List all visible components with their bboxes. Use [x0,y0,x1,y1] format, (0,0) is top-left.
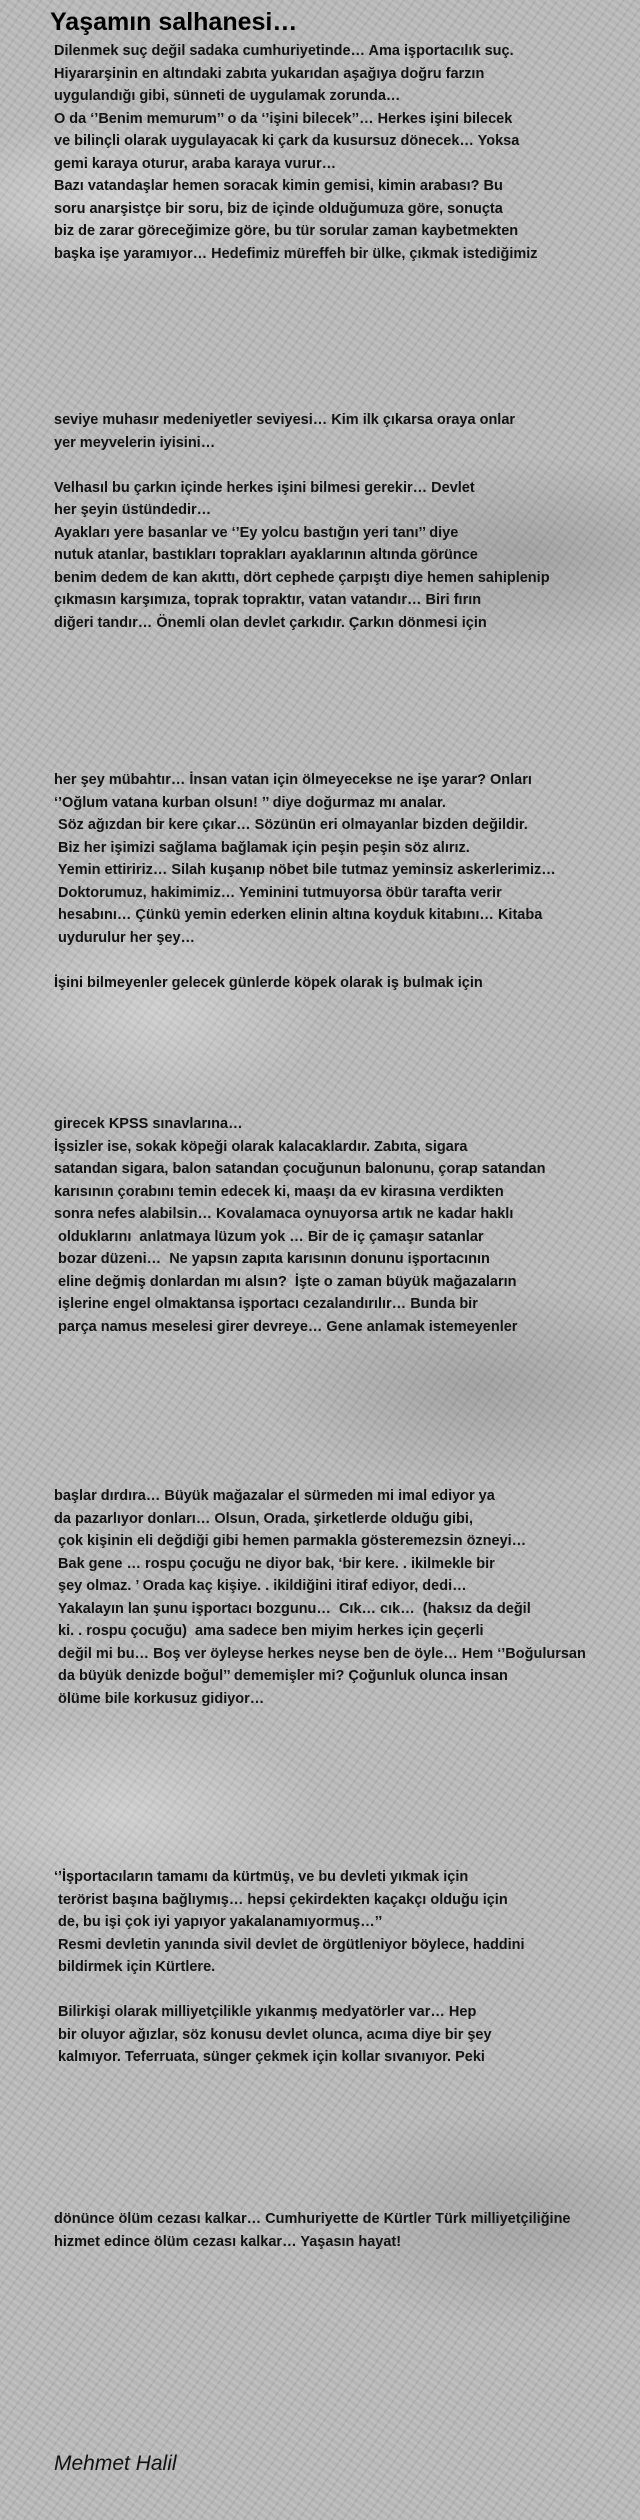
poem-line: çok kişinin eli değdiği gibi hemen parmakla gösteremezsin özneyi… [54,1533,527,1549]
poem-line: Doktorumuz, hakimimiz… Yeminini tutmuyorsa öbür tarafta verir [54,884,502,901]
poem-line [54,1979,640,2002]
poem-line: Bak gene … rospu çocuğu ne diyor bak, ‘bir kere. . ikilmekle bir [54,1555,495,1572]
poem-line: satandan sigara, balon satandan çocuğunun balonunu, çorap satandan [54,1161,546,1177]
poem-line: İşini bilmeyenler gelecek günlerde köpek olarak iş bulmak için [54,974,483,991]
poem-line: Velhasıl bu çarkın içinde herkes işini bilmesi gerekir… Devlet [54,479,475,496]
poem-line: Yakalayın lan şunu işportacı bozgunu… Cık… cık… (haksız da değil [54,1600,531,1617]
poem-line [54,949,640,972]
poem-line: da büyük denizde boğul’’ dememişler mi? Çoğunluk olunca insan [54,1668,508,1684]
poem-line: nutuk atanlar, bastıkları toprakları ayaklarının altında görünce [54,547,478,563]
poem-line: Biz her işimizi sağlama bağlamak için peşin peşin söz alırız. [54,839,470,856]
poem-title: Yaşamın salhanesi… [50,8,298,36]
poem-line: gemi karaya oturur, araba karaya vurur… [54,155,337,172]
poem-section-6 [54,1866,640,2069]
poem-line: Bilirkişi olarak milliyetçilikle yıkanmış medyatörler var… Hep [54,2004,477,2020]
poem-line: parça namus meselesi girer devreye… Gene anlamak istemeyenler [54,1318,518,1335]
poem-line: başlar dırdıra… Büyük mağazalar el sürmeden mi imal ediyor ya [54,1488,495,1504]
poem-line: değil mi bu… Boş ver öyleyse herkes neyse ben de öyle… Hem ‘’Boğulursan [54,1645,586,1662]
poem-section-7 [54,2208,640,2253]
poem-line: başka işe yaramıyor… Hedefimiz müreffeh bir ülke, çıkmak istediğimiz [54,245,538,262]
poem-line: yer meyvelerin iyisini… [54,434,216,451]
poem-line: ‘’İşportacıların tamamı da kürtmüş, ve bu devleti yıkmak için [54,1869,469,1885]
poem-line: terörist başına bağlıymış… hepsi çekirdekten kaçakçı olduğu için [54,1891,508,1908]
poem-line: Yemin ettiririz… Silah kuşanıp nöbet bile tutmaz yeminsiz askerlerimiz… [54,862,556,878]
poem-line: seviye muhasır medeniyetler seviyesi… Kim ilk çıkarsa oraya onlar [54,412,516,428]
poem-line: da pazarlıyor donları… Olsun, Orada, şirketlerde olduğu gibi, [54,1510,473,1527]
poem-line: şey olmaz. ’ Orada kaç kişiye. . ikildiğini itiraf ediyor, dedi… [54,1578,467,1594]
poem-line: bir oluyor ağızlar, söz konusu devlet olunca, acıma diye bir şey [54,2026,492,2043]
poem-line: işlerine engel olmaktansa işportacı cezalandırılır… Bunda bir [54,1296,478,1312]
author-signature: Mehmet Halil [54,2452,177,2475]
poem-line: Resmi devletin yanında sivil devlet de örgütleniyor böylece, haddini [54,1936,525,1953]
poem-line: İşsizler ise, sokak köpeği olarak kalacaklardır. Zabıta, sigara [54,1138,468,1155]
poem-line: hesabını… Çünkü yemin ederken elinin altına koyduk kitabını… Kitaba [54,907,543,923]
poem-line: karısının çorabını temin edecek ki, maaşı da ev kirasına verdikten [54,1183,504,1200]
poem-line: soru anarşistçe bir soru, biz de içinde olduğumuza göre, sonuçta [54,200,503,217]
poem-section-4 [54,1113,640,1338]
poem-line: bildirmek için Kürtlere. [54,1959,216,1975]
poem-line: ve bilinçli olarak uygulayacak ki çark da kusursuz dönecek… Yoksa [54,133,520,149]
poem-line: diğeri tandır… Önemli olan devlet çarkıdır. Çarkın dönmesi için [54,614,487,631]
poem-line: uygulandığı gibi, sünneti de uygulamak zorunda… [54,88,401,104]
poem-line: benim dedem de kan akıttı, dört cephede çarpıştı diye hemen sahiplenip [54,569,550,586]
poem-line: dönünce ölüm cezası kalkar… Cumhuriyette de Kürtler Türk milliyetçiliğine [54,2211,571,2227]
poem-line: eline değmiş donlardan mı alsın? İşte o zaman büyük mağazaların [54,1273,517,1290]
poem-line: sonra nefes alabilsin… Kovalamaca oynuyorsa artık ne kadar haklı [54,1206,514,1222]
poem-line: biz de zarar göreceğimize göre, bu tür sorular zaman kaybetmekten [54,223,519,239]
poem-line: Dilenmek suç değil sadaka cumhuriyetinde… Ama işportacılık suç. [54,43,514,59]
poem-line: ölüme bile korkusuz gidiyor… [54,1690,265,1707]
poem-line: çıkmasın karşımıza, toprak topraktır, vatan vatandır… Biri fırın [54,592,482,608]
poem-line: O da ‘’Benim memurum’’ o da ‘’işini bilecek’’… Herkes işini bilecek [54,110,513,127]
poem-line: kalmıyor. Teferruata, sünger çekmek için kollar sıvanıyor. Peki [54,2049,485,2065]
poem-section-5 [54,1485,640,1710]
poem-section-2 [54,409,640,634]
poem-line: ki. . rospu çocuğu) ama sadece ben miyim herkes için geçerli [54,1623,484,1639]
poem-line: bozar düzeni… Ne yapsın zapıta karısının donunu işportacının [54,1251,490,1267]
poem-line: her şey mübahtır… İnsan vatan için ölmeyecekse ne işe yarar? Onları [54,772,532,788]
poem-section-1 [54,40,640,265]
poem-line: Söz ağızdan bir kere çıkar… Sözünün eri olmayanlar bizden değildir. [54,817,528,833]
poem-line: ‘’Oğlum vatana kurban olsun! ’’ diye doğurmaz mı analar. [54,794,446,811]
poem-line: Hiyararşinin en altındaki zabıta yukarıdan aşağıya doğru farzın [54,65,485,82]
poem-line [54,454,640,477]
poem-line: Bazı vatandaşlar hemen soracak kimin gemisi, kimin arabası? Bu [54,178,503,194]
poem-line: de, bu işi çok iyi yapıyor yakalanamıyormuş…’’ [54,1914,383,1930]
poem-line: uydurulur her şey… [54,929,196,946]
poem-section-3 [54,769,640,994]
poem-line: hizmet edince ölüm cezası kalkar… Yaşasın hayat! [54,2233,402,2250]
poem-line: girecek KPSS sınavlarına… [54,1116,243,1132]
poem-line: her şeyin üstündedir… [54,502,212,518]
poem-line: Ayakları yere basanlar ve ‘’Ey yolcu bastığın yeri tanı’’ diye [54,524,459,541]
poem-line: olduklarını anlatmaya lüzum yok … Bir de iç çamaşır satanlar [54,1228,484,1245]
